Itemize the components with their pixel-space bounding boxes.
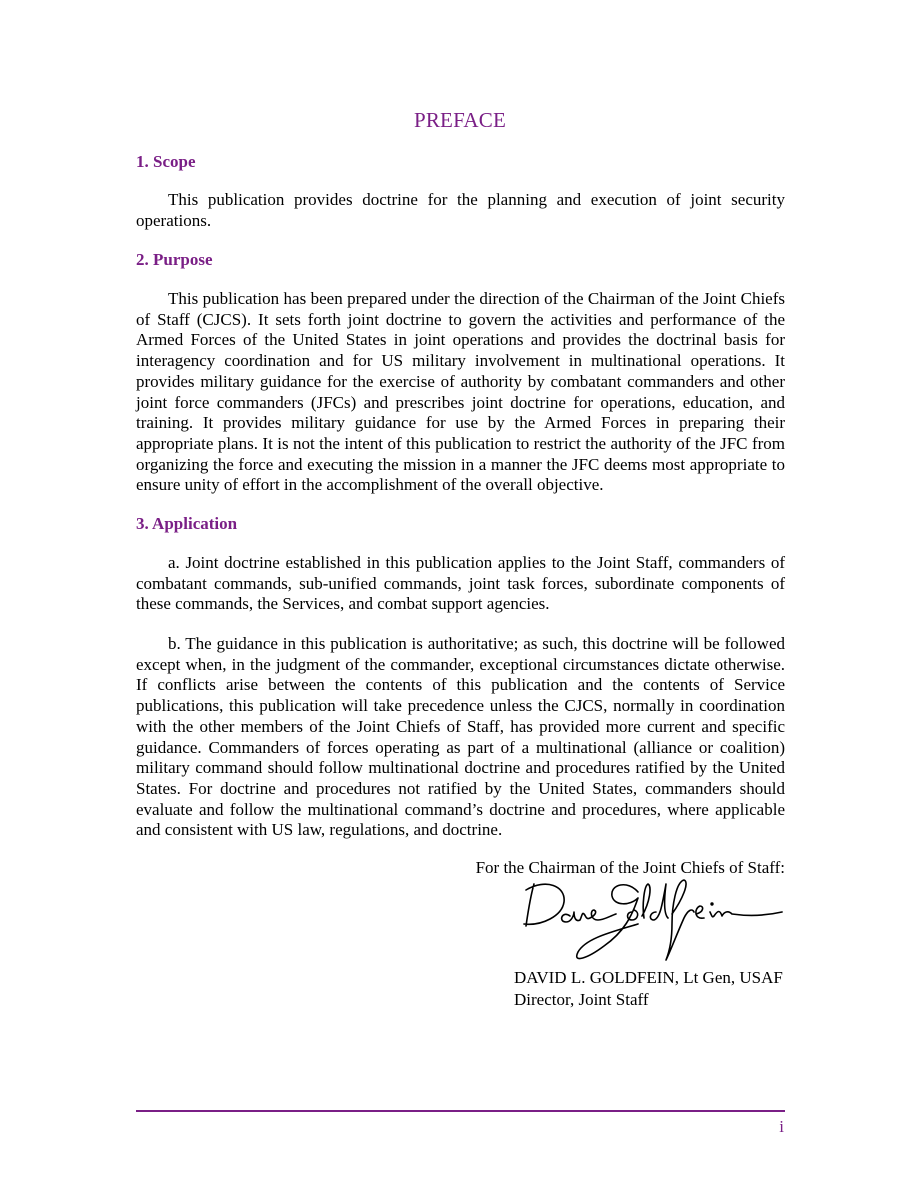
page-number: i	[779, 1117, 784, 1136]
signatory-position: Director, Joint Staff	[514, 990, 649, 1009]
signatory-name: DAVID L. GOLDFEIN, Lt Gen, USAF	[514, 968, 783, 987]
signature-intro: For the Chairman of the Joint Chiefs of Staff:	[475, 858, 785, 877]
purpose-paragraph: This publication has been prepared under the direction of the Chairman of the Joint Chiefs of Staff (CJCS). It sets forth joint doctrine to govern the activities and performance of the Armed Forces of the United States in joint operations and provides the doctrinal basis for interagency coordination and for US military involvement in multinational operations. It provides military guidance for the exercise of authority by combatant commanders and other joint force commanders (JFCs) and prescribes joint doctrine for operations, education, and training. It provides military guidance for use by the Armed Forces in preparing their appropriate plans. It is not the intent of this publication to restrict the authority of the JFC from organizing the force and executing the mission in a manner the JFC deems most appropriate to ensure unity of effort in the accomplishment of the overall objective.	[136, 289, 785, 495]
application-paragraph-a: a. Joint doctrine established in this publication applies to the Joint Staff, commanders of combatant commands, sub-unified commands, joint task forces, subordinate components of these commands, the Services, and combat support agencies.	[136, 553, 785, 614]
scope-paragraph: This publication provides doctrine for the planning and execution of joint security operations.	[136, 190, 785, 230]
section-heading-application: 3. Application	[136, 514, 238, 533]
application-paragraph-b: b. The guidance in this publication is authoritative; as such, this doctrine will be followed except when, in the judgment of the commander, exceptional circumstances dictate otherwise. If conflicts arise between the contents of this publication and the contents of Service publications, this publication will take precedence unless the CJCS, normally in coordination with the other members of the Joint Chiefs of Staff, has provided more current and specific guidance. Commanders of forces operating as part of a multinational (alliance or coalition) military command should follow multinational doctrine and procedures ratified by the United States. For doctrine and procedures not ratified by the United States, commanders should evaluate and follow the multinational command’s doctrine and procedures, where applicable and consistent with US law, regulations, and doctrine.	[136, 634, 785, 840]
section-heading-purpose: 2. Purpose	[136, 250, 213, 269]
section-heading-scope: 1. Scope	[136, 152, 196, 171]
signatory-block	[514, 967, 783, 1011]
page-title: PREFACE	[413, 108, 507, 132]
handwritten-signature	[520, 876, 786, 968]
footer-divider	[136, 1110, 785, 1112]
